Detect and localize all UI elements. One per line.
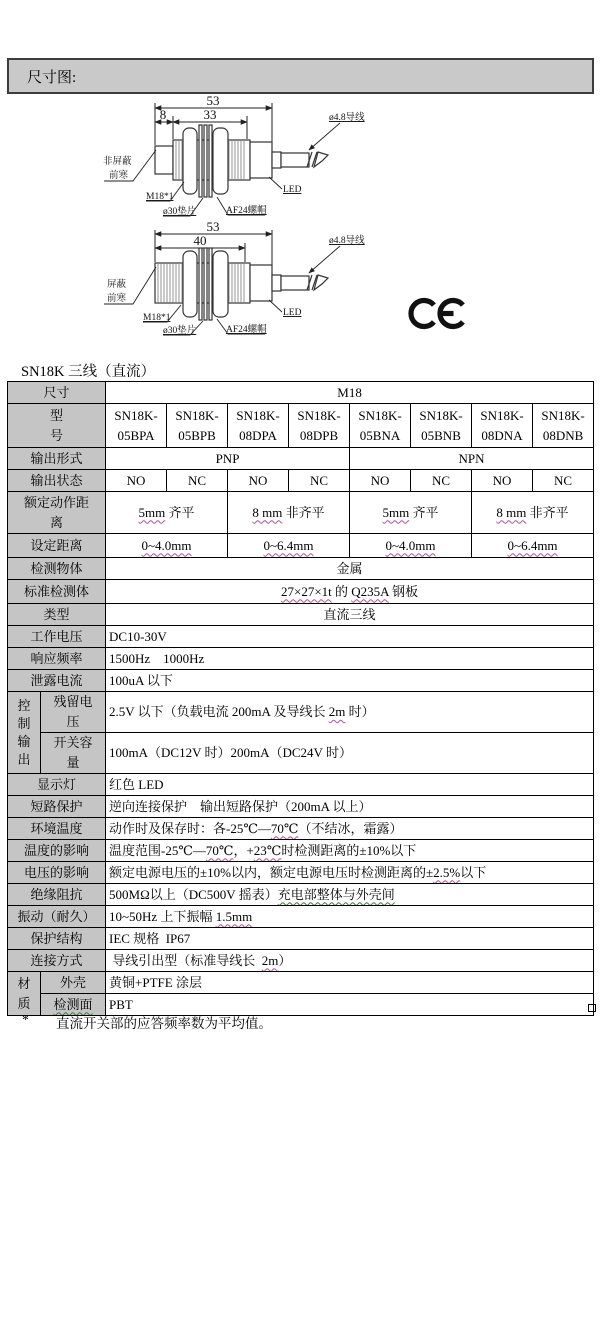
cell-state: NC [533, 470, 594, 492]
cell-rated-2: 8 mm 非齐平 [228, 492, 350, 534]
thread-label: M18*1 [143, 313, 171, 323]
cable-bushing [272, 152, 281, 168]
dim-53-bottom: 53 [206, 219, 220, 234]
cable-label: ø4.8导线 [329, 113, 365, 123]
washer [204, 248, 207, 320]
cell-state: NC [289, 470, 350, 492]
sensor-rear-housing [250, 142, 272, 178]
sensor-front-tip [155, 146, 173, 174]
row-output-state [8, 470, 594, 492]
washer [199, 125, 202, 197]
cell-short-protection: 逆向连接保护 输出短路保护（200mA 以上） [106, 796, 594, 818]
row-label-voltage-influence: 电压的影响 [8, 862, 106, 884]
cable-bushing [272, 275, 281, 291]
table-title: SN18K 三线（直流） [21, 364, 156, 380]
row-protection-rating [8, 928, 594, 950]
cell-switching-capacity: 100mA（DC12V 时）200mA（DC24V 时） [106, 733, 594, 774]
shield-label-line1: 非屏蔽 [103, 157, 132, 167]
cell-insulation: 500MΩ以上（DC500V 摇表）充电部整体与外壳间 [106, 884, 594, 906]
cable [281, 276, 309, 290]
row-label-object: 检测物体 [8, 558, 106, 580]
row-indicator [8, 774, 594, 796]
row-frequency [8, 648, 594, 670]
cell-size-value: M18 [106, 382, 594, 404]
row-label-indicator: 显示灯 [8, 774, 106, 796]
washer [209, 125, 212, 197]
row-rated-distance [8, 492, 594, 534]
cell-residual-voltage: 2.5V 以下（负载电流 200mA 及导线长 2m 时） [106, 692, 594, 733]
row-label-insulation: 绝缘阻抗 [8, 884, 106, 906]
cell-model-5: SN18K- 05BNA [350, 404, 411, 448]
hex-nut-right [213, 128, 228, 194]
row-size [8, 382, 594, 404]
cell-temp-influence: 温度范围-25℃—70℃，+23℃时检测距离的±10%以下 [106, 840, 594, 862]
washer [199, 248, 202, 320]
cell-frequency: 1500Hz 1000Hz [106, 648, 594, 670]
row-output-type [8, 448, 594, 470]
row-voltage-influence [8, 862, 594, 884]
washer-label: ø30垫片 [163, 326, 197, 336]
cell-ambient-temp: 动作时及保存时：各-25℃—70℃（不结冰，霜露） [106, 818, 594, 840]
row-label-model: 型 号 [8, 404, 106, 448]
dim-40: 40 [193, 233, 207, 248]
cell-setd-2: 0~6.4mm [228, 534, 350, 558]
row-material-housing [8, 972, 594, 994]
cell-model-1: SN18K- 05BPA [106, 404, 167, 448]
row-standard-object [8, 580, 594, 604]
cell-housing-material: 黄铜+PTFE 涂层 [106, 972, 594, 994]
cell-setd-4: 0~6.4mm [472, 534, 594, 558]
washer [204, 125, 207, 197]
cell-state: NO [228, 470, 289, 492]
cell-rated-3: 5mm 齐平 [350, 492, 472, 534]
footnote-text: 直流开关部的应答频率数为平均值。 [56, 1016, 272, 1031]
ce-mark-icon [411, 301, 463, 327]
cell-model-8: SN18K- 08DNB [533, 404, 594, 448]
cell-state: NO [350, 470, 411, 492]
row-label-material: 材 质 [8, 972, 41, 1016]
cell-state: NO [106, 470, 167, 492]
cell-model-3: SN18K- 08DPA [228, 404, 289, 448]
row-label-leakage: 泄露电流 [8, 670, 106, 692]
anchor-box [588, 1004, 596, 1012]
row-connection [8, 950, 594, 972]
row-vibration [8, 906, 594, 928]
row-insulation [8, 884, 594, 906]
cell-indicator: 红色 LED [106, 774, 594, 796]
cell-model-2: SN18K- 05BPB [167, 404, 228, 448]
cell-object: 金属 [106, 558, 594, 580]
footnote-marker: * [22, 1012, 29, 1027]
washer [209, 248, 212, 320]
cable-label: ø4.8导线 [329, 236, 365, 246]
cell-voltage: DC10-30V [106, 626, 594, 648]
led-label: LED [283, 308, 302, 318]
row-label-frequency: 响应频率 [8, 648, 106, 670]
cell-type: 直流三线 [106, 604, 594, 626]
dimension-diagram [0, 95, 600, 351]
washer-label: ø30垫片 [163, 207, 197, 217]
row-voltage [8, 626, 594, 648]
cell-state: NC [167, 470, 228, 492]
row-label-sensing-face: 检测面 [41, 994, 106, 1016]
spec-table [7, 381, 594, 1016]
cell-voltage-influence: 额定电源电压的±10%以内，额定电源电压时检测距离的±2.5%以下 [106, 862, 594, 884]
row-residual-voltage [8, 692, 594, 733]
cable [281, 153, 309, 167]
cell-sensing-face-material: PBT [106, 994, 594, 1016]
section-bar-label: 尺寸图: [27, 69, 77, 86]
cell-vibration: 10~50Hz 上下振幅 1.5mm [106, 906, 594, 928]
row-label-short-protection: 短路保护 [8, 796, 106, 818]
row-label-standard-object: 标准检测体 [8, 580, 106, 604]
row-switching-capacity [8, 733, 594, 774]
row-short-protection [8, 796, 594, 818]
sensor-drawing-unshielded [103, 95, 365, 217]
row-label-temp-influence: 温度的影响 [8, 840, 106, 862]
section-bar [7, 58, 594, 94]
cell-npn: NPN [350, 448, 594, 470]
row-set-distance [8, 534, 594, 558]
row-label-housing: 外壳 [41, 972, 106, 994]
row-label-control-output: 控 制 输 出 [8, 692, 41, 774]
cell-pnp: PNP [106, 448, 350, 470]
sensor-drawing-shielded [104, 219, 365, 336]
row-label-ambient-temp: 环境温度 [8, 818, 106, 840]
nut-label: AF24螺帽 [226, 206, 267, 216]
thread-label: M18*1 [146, 192, 174, 202]
nut-label: AF24螺帽 [226, 325, 267, 335]
led-label: LED [283, 185, 302, 195]
row-label-vibration: 振动（耐久） [8, 906, 106, 928]
dim-53-top: 53 [206, 95, 220, 108]
sensor-rear-housing [250, 265, 272, 301]
row-ambient-temp [8, 818, 594, 840]
row-label-output-type: 输出形式 [8, 448, 106, 470]
cell-standard-object: 27×27×1t 的 Q235A 钢板 [106, 580, 594, 604]
shield-label-line1: 屏蔽 [107, 280, 127, 290]
hex-nut-left [183, 251, 197, 317]
row-label-switching-capacity: 开关容 量 [41, 733, 106, 774]
dim-8: 8 [159, 107, 167, 122]
cell-model-6: SN18K- 05BNB [411, 404, 472, 448]
hex-nut-right [213, 251, 228, 317]
cell-state: NO [472, 470, 533, 492]
row-label-connection: 连接方式 [8, 950, 106, 972]
cell-setd-1: 0~4.0mm [106, 534, 228, 558]
row-label-protection-rating: 保护结构 [8, 928, 106, 950]
row-temp-influence [8, 840, 594, 862]
row-leakage [8, 670, 594, 692]
cell-rated-4: 8 mm 非齐平 [472, 492, 594, 534]
row-label-size: 尺寸 [8, 382, 106, 404]
dim-33: 33 [203, 107, 217, 122]
row-label-voltage: 工作电压 [8, 626, 106, 648]
cell-model-4: SN18K- 08DPB [289, 404, 350, 448]
cell-model-7: SN18K- 08DNA [472, 404, 533, 448]
cell-connection: 导线引出型（标准导线长 2m） [106, 950, 594, 972]
row-label-output-state: 输出状态 [8, 470, 106, 492]
cell-leakage: 100uA 以下 [106, 670, 594, 692]
shield-label-line2: 前寒 [107, 294, 127, 304]
shield-label-line2: 前寒 [109, 171, 129, 181]
row-object [8, 558, 594, 580]
row-label-set-distance: 设定距离 [8, 534, 106, 558]
row-label-residual-voltage: 残留电 压 [41, 692, 106, 733]
cell-protection-rating: IEC 规格 IP67 [106, 928, 594, 950]
cell-state: NC [411, 470, 472, 492]
row-model [8, 404, 594, 448]
row-label-type: 类型 [8, 604, 106, 626]
cell-rated-1: 5mm 齐平 [106, 492, 228, 534]
row-type [8, 604, 594, 626]
cell-setd-3: 0~4.0mm [350, 534, 472, 558]
hex-nut-left [183, 128, 197, 194]
row-label-rated-distance: 额定动作距 离 [8, 492, 106, 534]
